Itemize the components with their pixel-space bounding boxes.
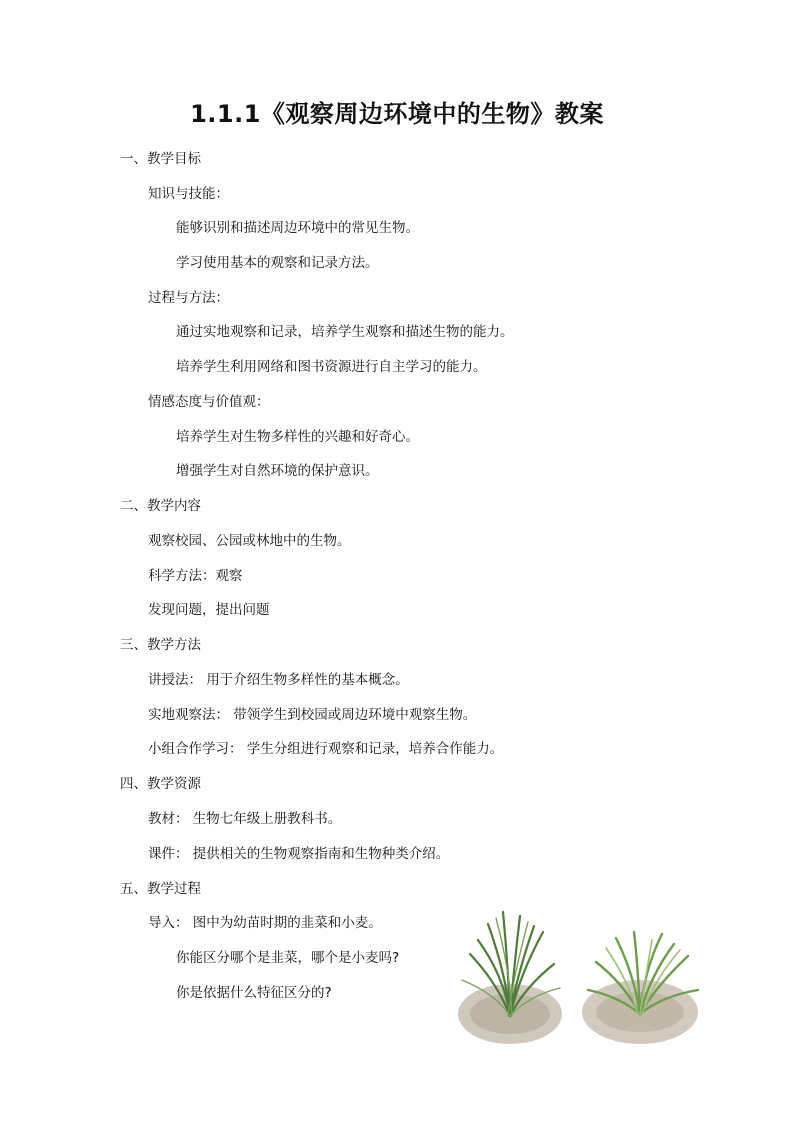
list-item: 发现问题，提出问题 [148, 602, 270, 618]
list-item: 观察校园、公园或林地中的生物。 [148, 533, 351, 549]
chive-seedling-clump [458, 912, 562, 1044]
list-item: 通过实地观察和记录，培养学生观察和描述生物的能力。 [176, 324, 514, 340]
list-item: 科学方法：观察 [148, 568, 243, 584]
list-item: 小组合作学习： 学生分组进行观察和记录，培养合作能力。 [148, 741, 504, 757]
section-heading-methods: 三、教学方法 [120, 637, 201, 653]
section-heading-content: 二、教学内容 [120, 498, 201, 514]
wheat-seedling-clump [582, 932, 698, 1044]
section-heading-process: 五、教学过程 [120, 881, 201, 897]
page-title: 1.1.1《观察周边环境中的生物》教案 [190, 100, 604, 128]
list-item: 讲授法： 用于介绍生物多样性的基本概念。 [148, 672, 409, 688]
list-item: 教材： 生物七年级上册教科书。 [148, 811, 342, 827]
question-text: 你能区分哪个是韭菜，哪个是小麦吗? [176, 950, 400, 966]
intro-text: 导入： 图中为幼苗时期的韭菜和小麦。 [148, 915, 382, 931]
section-heading-resources: 四、教学资源 [120, 776, 201, 792]
subheading-process: 过程与方法： [148, 290, 229, 306]
section-heading-goals: 一、教学目标 [120, 151, 201, 167]
list-item: 能够识别和描述周边环境中的常见生物。 [176, 220, 419, 236]
question-text: 你是依据什么特征区分的? [176, 985, 332, 1001]
subheading-knowledge: 知识与技能： [148, 186, 229, 202]
list-item: 培养学生对生物多样性的兴趣和好奇心。 [176, 429, 419, 445]
list-item: 培养学生利用网络和图书资源进行自主学习的能力。 [176, 359, 487, 375]
list-item: 实地观察法： 带领学生到校园或周边环境中观察生物。 [148, 707, 477, 723]
list-item: 课件： 提供相关的生物观察指南和生物种类介绍。 [148, 846, 450, 862]
list-item: 增强学生对自然环境的保护意识。 [176, 463, 379, 479]
subheading-attitude: 情感态度与价值观： [148, 394, 270, 410]
seedlings-image [448, 904, 710, 1046]
list-item: 学习使用基本的观察和记录方法。 [176, 255, 379, 271]
